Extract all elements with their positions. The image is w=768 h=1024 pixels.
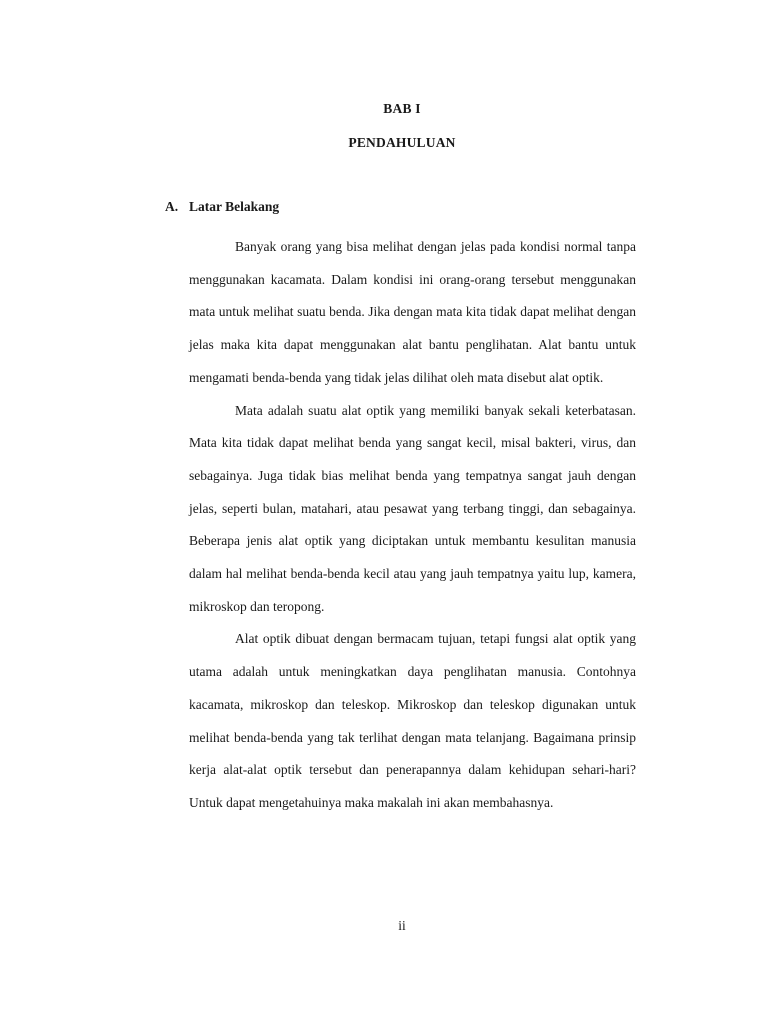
chapter-title: PENDAHULUAN (348, 135, 456, 150)
paragraph-2: Mata adalah suatu alat optik yang memiliki banyak sekali keterbatasan. Mata kita tidak dapat melihat benda yang sangat kecil, misal bakteri, virus, dan sebagainya. Juga tidak bias melihat benda yang tempatnya sangat jauh dengan jelas, seperti bulan, matahari, atau pesawat yang terbang tinggi, dan sebagainya. Beberapa jenis alat optik yang diciptakan untuk membantu kesulitan manusia dalam hal melihat benda-benda kecil atau yang jauh tempatnya yaitu lup, kamera, mikroskop dan teropong. (189, 402, 636, 614)
page-number: ii (398, 918, 406, 933)
body-text (189, 231, 636, 820)
section-marker: A. (165, 199, 179, 214)
chapter-number: BAB I (383, 101, 421, 116)
paragraph-1: Banyak orang yang bisa melihat dengan jelas pada kondisi normal tanpa menggunakan kacamata. Dalam kondisi ini orang-orang tersebut menggunakan mata untuk melihat suatu benda. Jika dengan mata kita tidak dapat melihat dengan jelas maka kita dapat menggunakan alat bantu penglihatan. Alat bantu untuk mengamati benda-benda yang tidak jelas dilihat oleh mata disebut alat optik. (189, 239, 636, 385)
section-heading (165, 199, 279, 215)
section-title: Latar Belakang (189, 199, 280, 214)
paragraph-3: Alat optik dibuat dengan bermacam tujuan, tetapi fungsi alat optik yang utama adalah untuk meningkatkan daya penglihatan manusia. Contohnya kacamata, mikroskop dan teleskop. Mikroskop dan teleskop digunakan untuk melihat benda-benda yang tak terlihat dengan mata telanjang. Bagaimana prinsip kerja alat-alat optik tersebut dan penerapannya dalam kehidupan sehari-hari? Untuk dapat mengetahuinya maka makalah ini akan membahasnya. (189, 631, 636, 810)
